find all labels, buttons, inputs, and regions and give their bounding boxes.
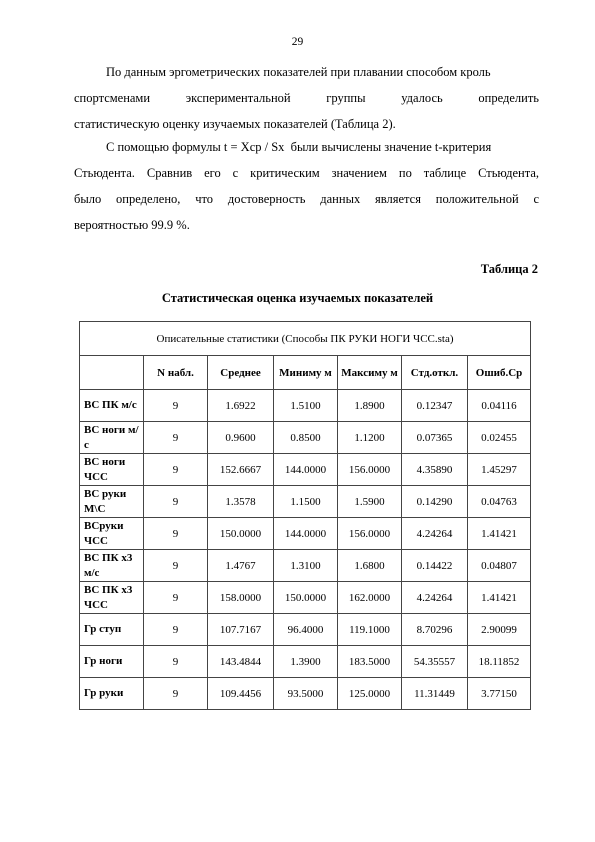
header-cell: N набл.: [144, 356, 208, 390]
table-cell: 0.02455: [468, 422, 531, 454]
table-row: [80, 518, 531, 550]
table-cell: 1.8900: [338, 390, 402, 422]
table-row: [80, 422, 531, 454]
table-cell: 1.3100: [274, 550, 338, 582]
row-label: ВС руки М\С: [80, 486, 144, 518]
paragraph-line: статистическую оценку изучаемых показателей (Таблица 2).: [74, 117, 396, 131]
paragraph-line: было определено, что достоверность данных является положительной с: [74, 192, 539, 206]
page-number: 29: [291, 36, 304, 48]
table-row: [80, 550, 531, 582]
header-cell: Ошиб.Ср: [468, 356, 531, 390]
table-row: [80, 646, 531, 678]
word: экспериментальной: [185, 91, 291, 105]
table-cell: 9: [144, 390, 208, 422]
table-cell: 9: [144, 518, 208, 550]
table-cell: 162.0000: [338, 582, 402, 614]
table-cell: 8.70296: [402, 614, 468, 646]
table-cell: 1.4767: [208, 550, 274, 582]
row-label: ВС ПК х3 м/с: [80, 550, 144, 582]
row-label: Гр руки: [80, 678, 144, 710]
header-cell: Стд.откл.: [402, 356, 468, 390]
table-cell: 2.90099: [468, 614, 531, 646]
table-cell: 1.1500: [274, 486, 338, 518]
table-cell: 0.8500: [274, 422, 338, 454]
table-cell: 1.5100: [274, 390, 338, 422]
table-cell: 11.31449: [402, 678, 468, 710]
table-caption-row: [80, 322, 531, 356]
row-label: ВС ПК х3 ЧСС: [80, 582, 144, 614]
table-cell: 119.1000: [338, 614, 402, 646]
table-header-row: [80, 356, 531, 390]
table-cell: 0.14422: [402, 550, 468, 582]
table-row: [80, 454, 531, 486]
table-cell: 9: [144, 582, 208, 614]
paragraph-line: вероятностью 99.9 %.: [74, 218, 190, 232]
table-cell: 4.24264: [402, 518, 468, 550]
table-cell: 93.5000: [274, 678, 338, 710]
table-row: [80, 486, 531, 518]
paragraph-line-justified: [74, 85, 539, 111]
table-cell: 9: [144, 486, 208, 518]
table-cell: 1.3900: [274, 646, 338, 678]
table-cell: 152.6667: [208, 454, 274, 486]
header-cell: Максиму м: [338, 356, 402, 390]
table-cell: 107.7167: [208, 614, 274, 646]
table-cell: 9: [144, 646, 208, 678]
table-label: Таблица 2: [480, 262, 538, 276]
table-cell: 0.04763: [468, 486, 531, 518]
table-cell: 1.1200: [338, 422, 402, 454]
table-cell: 9: [144, 422, 208, 454]
table-cell: 1.3578: [208, 486, 274, 518]
row-label: Гр ноги: [80, 646, 144, 678]
table-cell: 150.0000: [274, 582, 338, 614]
statistics-table: [79, 321, 531, 710]
table-cell: 4.24264: [402, 582, 468, 614]
row-label: ВС ноги ЧСС: [80, 454, 144, 486]
header-cell: [80, 356, 144, 390]
row-label: Гр ступ: [80, 614, 144, 646]
table-cell: 156.0000: [338, 518, 402, 550]
table-cell: 143.4844: [208, 646, 274, 678]
table-cell: 54.35557: [402, 646, 468, 678]
table-cell: 1.45297: [468, 454, 531, 486]
table-cell: 18.11852: [468, 646, 531, 678]
table-cell: 183.5000: [338, 646, 402, 678]
table-row: [80, 582, 531, 614]
table-title: Статистическая оценка изучаемых показателей: [161, 291, 434, 305]
header-cell: Миниму м: [274, 356, 338, 390]
row-label: ВСруки ЧСС: [80, 518, 144, 550]
table-cell: 109.4456: [208, 678, 274, 710]
table-cell: 1.5900: [338, 486, 402, 518]
table-cell: 1.6922: [208, 390, 274, 422]
table-cell: 4.35890: [402, 454, 468, 486]
table-cell: 9: [144, 454, 208, 486]
table-cell: 0.04807: [468, 550, 531, 582]
word: определить: [478, 91, 539, 105]
table-cell: 1.6800: [338, 550, 402, 582]
table-cell: 158.0000: [208, 582, 274, 614]
table-cell: 9: [144, 550, 208, 582]
word: удалось: [401, 91, 443, 105]
row-label: ВС ноги м/с: [80, 422, 144, 454]
table-row: [80, 614, 531, 646]
paragraph-student-test: [74, 134, 539, 238]
table-cell: 125.0000: [338, 678, 402, 710]
table-cell: 9: [144, 678, 208, 710]
table-cell: 0.9600: [208, 422, 274, 454]
table-cell: 3.77150: [468, 678, 531, 710]
table-cell: 1.41421: [468, 582, 531, 614]
table-cell: 156.0000: [338, 454, 402, 486]
paragraph-ergometric: [74, 59, 539, 137]
table-row: [80, 678, 531, 710]
paragraph-line: С помощью формулы t = Хср / Sx были вычислены значение t-критерия: [106, 140, 492, 154]
table-cell: 144.0000: [274, 518, 338, 550]
word: спортсменами: [74, 91, 151, 105]
word: группы: [326, 91, 366, 105]
table-cell: 150.0000: [208, 518, 274, 550]
table-cell: 1.41421: [468, 518, 531, 550]
table-cell: 0.04116: [468, 390, 531, 422]
paragraph-line: По данным эргометрических показателей при плавании способом кроль: [106, 65, 491, 79]
table-row: [80, 390, 531, 422]
table-body: [80, 390, 531, 710]
table-cell: 0.07365: [402, 422, 468, 454]
table-cell: 96.4000: [274, 614, 338, 646]
table-cell: 0.14290: [402, 486, 468, 518]
table-caption: Описательные статистики (Способы ПК РУКИ НОГИ ЧСС.sta): [80, 322, 531, 356]
header-cell: Среднее: [208, 356, 274, 390]
paragraph-line: Стьюдента. Сравнив его с критическим значением по таблице Стьюдента,: [74, 166, 539, 180]
row-label: ВС ПК м/с: [80, 390, 144, 422]
table-cell: 0.12347: [402, 390, 468, 422]
table-cell: 9: [144, 614, 208, 646]
table-cell: 144.0000: [274, 454, 338, 486]
